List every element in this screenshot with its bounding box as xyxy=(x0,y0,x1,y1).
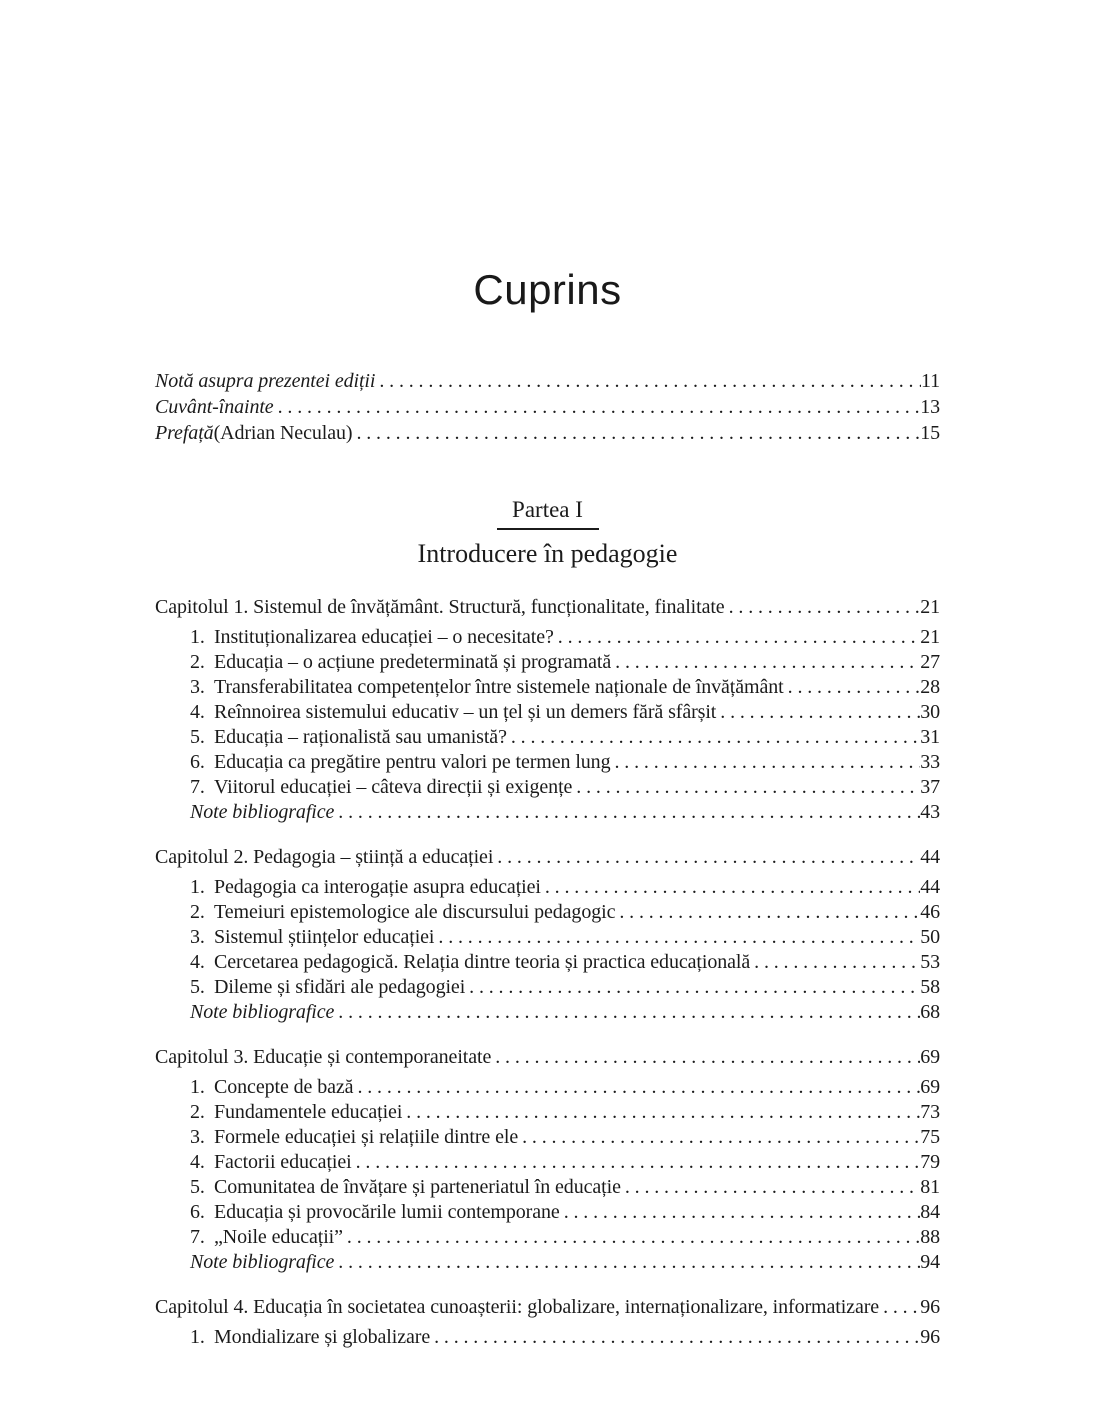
entry-title: Cuvânt-înainte xyxy=(155,396,274,418)
chapter-block xyxy=(155,1295,940,1350)
entry-suffix: (Adrian Neculau) xyxy=(213,422,353,444)
dot-leader xyxy=(545,875,920,900)
toc-item-row xyxy=(155,725,940,750)
chapters-section xyxy=(155,595,940,1350)
front-matter-entry xyxy=(155,394,940,420)
note-title: Note bibliografice xyxy=(190,1001,335,1023)
item-number: 3. xyxy=(190,676,205,698)
page-number: 44 xyxy=(920,846,940,868)
dot-leader xyxy=(438,925,920,950)
page-number: 43 xyxy=(920,801,940,823)
front-matter-entry xyxy=(155,420,940,446)
dot-leader xyxy=(564,1200,921,1225)
item-title: Viitorul educației – câteva direcții și exigențe xyxy=(214,776,573,798)
part-label: Partea I xyxy=(512,497,583,522)
item-number: 1. xyxy=(190,1326,205,1348)
toc-item-row xyxy=(155,1125,940,1150)
toc-item-row xyxy=(155,1200,940,1225)
dot-leader xyxy=(347,1225,920,1250)
page-number: 79 xyxy=(920,1151,940,1173)
toc-item-row xyxy=(155,925,940,950)
note-title: Note bibliografice xyxy=(190,801,335,823)
toc-item-row xyxy=(155,650,940,675)
item-number: 2. xyxy=(190,901,205,923)
item-title: Educația – o acțiune predeterminată și programată xyxy=(214,651,612,673)
chapter-block xyxy=(155,1045,940,1275)
chapter-heading-label: Capitolul 3. Educație și contemporaneitate xyxy=(155,1046,492,1068)
item-number: 4. xyxy=(190,951,205,973)
toc-item-row xyxy=(155,675,940,700)
item-title: „Noile educații” xyxy=(214,1226,343,1248)
item-number: 5. xyxy=(190,726,205,748)
entry-title: Prefață xyxy=(155,422,214,444)
toc-item-row xyxy=(155,625,940,650)
item-number: 5. xyxy=(190,976,205,998)
page-number: 96 xyxy=(920,1326,940,1348)
page-number: 46 xyxy=(920,901,940,923)
chapter-heading-row xyxy=(155,595,940,620)
toc-item-row xyxy=(155,975,940,1000)
page-number: 69 xyxy=(920,1076,940,1098)
toc-item-row xyxy=(155,875,940,900)
dot-leader xyxy=(356,420,920,446)
item-number: 7. xyxy=(190,776,205,798)
item-number: 6. xyxy=(190,751,205,773)
page-number: 53 xyxy=(920,951,940,973)
item-title: Mondializare și globalizare xyxy=(214,1326,431,1348)
chapter-heading-label: Capitolul 1. Sistemul de învățământ. Structură, funcționalitate, finalitate xyxy=(155,596,725,618)
item-title: Comunitatea de învățare și parteneriatul în educație xyxy=(214,1176,621,1198)
page-number: 68 xyxy=(920,1001,940,1023)
page-number: 81 xyxy=(920,1176,940,1198)
dot-leader xyxy=(469,975,920,1000)
chapter-heading-label: Capitolul 4. Educația în societatea cunoașterii: globalizare, internaționalizare, informatizare xyxy=(155,1296,880,1318)
item-number: 3. xyxy=(190,926,205,948)
page-number: 58 xyxy=(920,976,940,998)
toc-item-row xyxy=(155,1150,940,1175)
chapter-heading-row xyxy=(155,845,940,870)
toc-item-row xyxy=(155,900,940,925)
toc-item-row xyxy=(155,1075,940,1100)
note-row xyxy=(155,1000,940,1025)
dot-leader xyxy=(558,625,920,650)
page-number: 15 xyxy=(920,422,940,444)
dot-leader xyxy=(619,900,920,925)
item-number: 1. xyxy=(190,626,205,648)
dot-leader xyxy=(338,1250,920,1275)
item-number: 3. xyxy=(190,1126,205,1148)
item-number: 4. xyxy=(190,1151,205,1173)
item-title: Dileme și sfidări ale pedagogiei xyxy=(214,976,466,998)
dot-leader xyxy=(356,1150,921,1175)
page-number: 33 xyxy=(920,751,940,773)
dot-leader xyxy=(357,1075,920,1100)
page-number: 69 xyxy=(920,1046,940,1068)
item-title: Educația – raționalistă sau umanistă? xyxy=(214,726,507,748)
dot-leader xyxy=(754,950,920,975)
dot-leader xyxy=(625,1175,920,1200)
page-number: 11 xyxy=(920,370,940,392)
dot-leader xyxy=(522,1125,920,1150)
item-title: Reînnoirea sistemului educativ – un țel și un demers fără sfârșit xyxy=(214,701,717,723)
item-title: Formele educației și relațiile dintre ele xyxy=(214,1126,519,1148)
contents-title: Cuprins xyxy=(473,266,622,313)
dot-leader xyxy=(406,1100,920,1125)
toc-item-row xyxy=(155,1325,940,1350)
toc-item-row xyxy=(155,750,940,775)
entry-title: Notă asupra prezentei ediții xyxy=(155,370,376,392)
toc-item-row xyxy=(155,1225,940,1250)
dot-leader xyxy=(497,845,920,870)
item-number: 2. xyxy=(190,1101,205,1123)
dot-leader xyxy=(883,1295,920,1320)
dot-leader xyxy=(615,650,920,675)
item-title: Educația ca pregătire pentru valori pe termen lung xyxy=(214,751,611,773)
item-number: 1. xyxy=(190,1076,205,1098)
dot-leader xyxy=(729,595,921,620)
part-divider-rule xyxy=(497,528,599,530)
item-number: 6. xyxy=(190,1201,205,1223)
item-title: Concepte de bază xyxy=(214,1076,354,1098)
part-title: Introducere în pedagogie xyxy=(417,539,678,568)
page-number: 21 xyxy=(920,626,940,648)
item-number: 1. xyxy=(190,876,205,898)
item-title: Fundamentele educației xyxy=(214,1101,403,1123)
note-row xyxy=(155,800,940,825)
page-number: 73 xyxy=(920,1101,940,1123)
item-title: Transferabilitatea competențelor între sistemele naționale de învățământ xyxy=(214,676,784,698)
dot-leader xyxy=(511,725,920,750)
dot-leader xyxy=(278,394,921,420)
chapter-heading-row xyxy=(155,1045,940,1070)
item-number: 5. xyxy=(190,1176,205,1198)
item-title: Temeiuri epistemologice ale discursului pedagogic xyxy=(214,901,616,923)
page-number: 96 xyxy=(920,1296,940,1318)
page-number: 30 xyxy=(920,701,940,723)
page-number: 28 xyxy=(920,676,940,698)
page-number: 31 xyxy=(920,726,940,748)
page-number: 84 xyxy=(920,1201,940,1223)
toc-item-row xyxy=(155,1100,940,1125)
page-number: 88 xyxy=(920,1226,940,1248)
dot-leader xyxy=(788,675,921,700)
item-number: 7. xyxy=(190,1226,205,1248)
front-matter-section xyxy=(155,368,940,446)
note-row xyxy=(155,1250,940,1275)
dot-leader xyxy=(338,800,920,825)
page-number: 44 xyxy=(920,876,940,898)
dot-leader xyxy=(338,1000,920,1025)
toc-content xyxy=(155,0,940,1350)
item-title: Sistemul științelor educației xyxy=(214,926,435,948)
item-title: Pedagogia ca interogație asupra educației xyxy=(214,876,541,898)
chapter-block xyxy=(155,595,940,825)
item-number: 2. xyxy=(190,651,205,673)
chapter-block xyxy=(155,845,940,1025)
page-number: 94 xyxy=(920,1251,940,1273)
toc-item-row xyxy=(155,1175,940,1200)
toc-item-row xyxy=(155,950,940,975)
item-title: Educația și provocările lumii contemporane xyxy=(214,1201,560,1223)
dot-leader xyxy=(576,775,920,800)
page-number: 75 xyxy=(920,1126,940,1148)
front-matter-entry xyxy=(155,368,940,394)
page-number: 37 xyxy=(920,776,940,798)
dot-leader xyxy=(434,1325,920,1350)
page-number: 27 xyxy=(920,651,940,673)
item-number: 4. xyxy=(190,701,205,723)
page-number: 50 xyxy=(920,926,940,948)
dot-leader xyxy=(379,368,921,394)
item-title: Instituționalizarea educației – o necesitate? xyxy=(214,626,554,648)
page-number: 13 xyxy=(920,396,940,418)
note-title: Note bibliografice xyxy=(190,1251,335,1273)
dot-leader xyxy=(495,1045,920,1070)
part-section xyxy=(155,497,940,569)
dot-leader xyxy=(615,750,921,775)
item-title: Factorii educației xyxy=(214,1151,352,1173)
chapter-heading-row xyxy=(155,1295,940,1320)
item-title: Cercetarea pedagogică. Relația dintre teoria și practica educațională xyxy=(214,951,751,973)
toc-item-row xyxy=(155,700,940,725)
page-number: 21 xyxy=(920,596,940,618)
dot-leader xyxy=(720,700,920,725)
chapter-heading-label: Capitolul 2. Pedagogia – știință a educației xyxy=(155,846,494,868)
toc-item-row xyxy=(155,775,940,800)
